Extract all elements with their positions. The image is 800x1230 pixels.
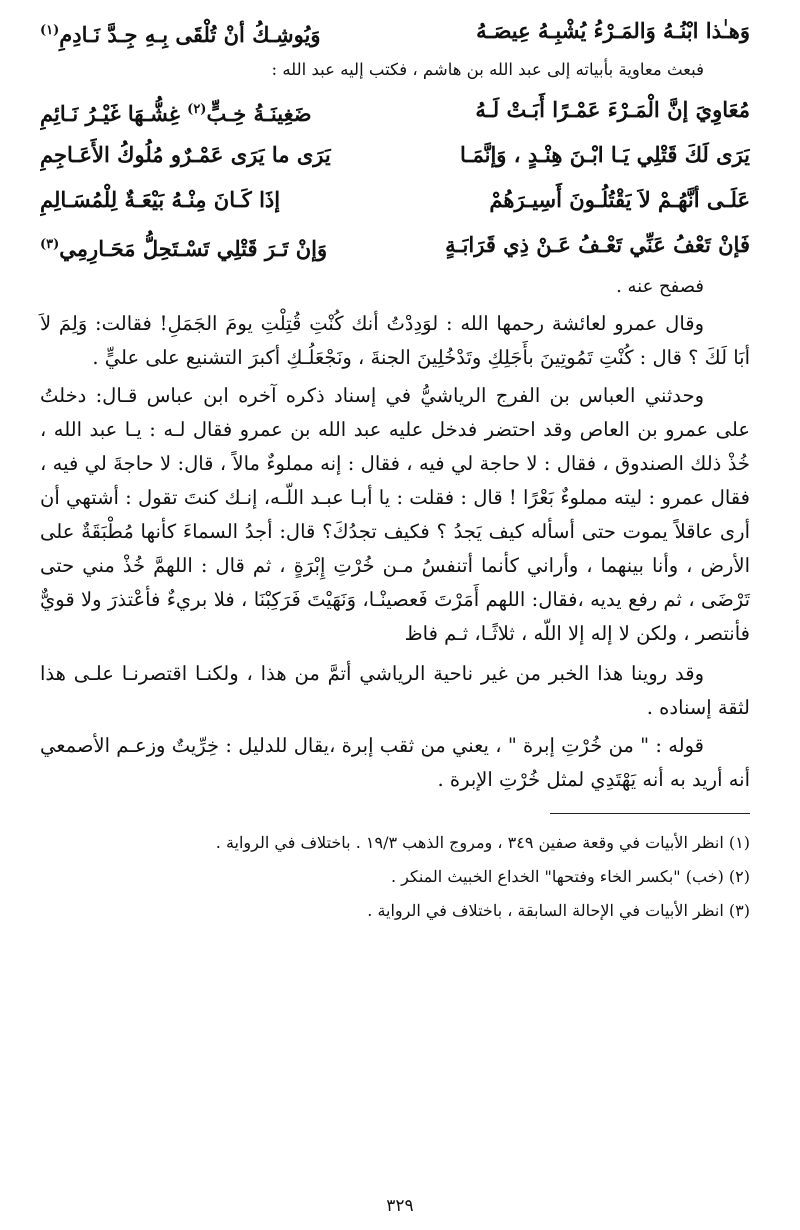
verse-second-hemistich <box>40 8 380 53</box>
verse-second-hemistich <box>40 222 380 267</box>
footnotes <box>40 826 750 928</box>
verse-first-hemistich: فَإنْ تَعْفُ عَنِّي تَعْـفُ عَـنْ ذِي قَرَابَـةٍ <box>445 232 750 257</box>
footnote-ref[interactable]: (٣) <box>40 237 60 252</box>
verse-second-hemistich <box>40 87 380 132</box>
footnote-ref[interactable]: (١) <box>40 23 60 38</box>
verse-line <box>40 87 750 132</box>
pardon-line: فصفح عنه . <box>616 276 704 297</box>
verse-line <box>40 8 750 53</box>
footnote-2: (٢) (خب) "بكسر الخاء وفتحها" الخداع الخبيث المنكر . <box>391 867 750 886</box>
hemistich-text-rest: غِشُّـهَا غَيْـرُ نَـائِمِ <box>40 101 188 126</box>
footnote-1: (١) انظر الأبيات في وقعة صفين ٣٤٩ ، ومروج الذهب ١٩/٣ . باختلاف في الرواية . <box>215 833 750 852</box>
verse-first-hemistich: وَهـٰذا ابْنُـهُ وَالمَـرْءُ يُشْبِـهُ عِيصَـهُ <box>476 18 750 43</box>
verse-first-hemistich: مُعَاوِيَ إنَّ الْمَـرْءَ عَمْـرًا أَبَـتْ لَـهُ <box>475 97 750 122</box>
verse-first-hemistich: يَرَى لَكَ قَتْلِي يَـا ابْـنَ هِنْـدٍ ، وَإنَّمَـا <box>459 142 750 167</box>
footnote-divider <box>550 813 750 814</box>
intro-line: فبعث معاوية بأبياته إلى عبد الله بن هاشم ، فكتب إليه عبد الله : <box>271 60 704 79</box>
verse-second-hemistich: يَرَى ما يَرَى عَمْـرٌو مُلُوكُ الأَعَـاجِمِ <box>40 142 331 167</box>
paragraph-death-of-amr: وحدثني العباس بن الفرج الرياشيُّ في إسناد ذكره آخره ابن عباس قـال: دخلتُ على عمرو بن العاص وقد احتضر فدخل عليه عبد الله بن عمرو فقال لـه : يـا عبد الله ، خُذْ ذلك الصندوق ، فقال : لا حاجة لي فيه ، فقال : إنه مملوءٌ مالاً ، قال: لا حاجةَ لي فيه ، فقال عمرو : ليته مملوءٌ بَعْرًا ! قال : فقلت : يا أبـا عبـد اللّـه، إنـك كنتَ تقول : أشتهي أن أرى عاقلاً يموت حتى أسأله كيف يَجدُ ؟ فكيف تجدُكَ؟ قال: أجدُ السماءَ كأنها مُطْبَقَةٌ على الأرض ، وأنا بينهما ، وأراني كأنما أتنفسُ مـن خُرْتِ إِبْرَةٍ ، ثم قال : اللهمَّ خُذْ مني حتى تَرْضَى ، ثم رفع يديه ،فقال: اللهم أَمَرْتَ فَعصينْـا، وَنَهَيْتَ فَرَكِبْنَا ، فلا بريءٌ فأعْتذرَ ولا قويٌّ فأنتصر ، ولكن لا إله إلا اللّه ، ثلاثًـا، ثـم فاظ <box>40 384 750 645</box>
verse-line <box>40 177 750 222</box>
verse-line <box>40 132 750 177</box>
footnote-ref[interactable]: (٢) <box>187 102 207 117</box>
hemistich-text: ضَغِينَـةُ خِـبٍّ <box>206 101 312 126</box>
footnote-3: (٣) انظر الأبيات في الإحالة السابقة ، باختلاف في الرواية . <box>367 901 750 920</box>
hemistich-text: وَإنْ تَـرَ قَتْلِي تَسْـتَحِلُّ مَحَـارِمِي <box>59 236 328 261</box>
paragraph-riyashi: وقد روينا هذا الخبر من غير ناحية الرياشي أتمَّ من هذا ، ولكنـا اقتصرنـا علـى هذا لثقة إسناده . <box>40 662 750 719</box>
verse-line <box>40 222 750 267</box>
page-number: ٣٢٩ <box>386 1196 414 1216</box>
verse-first-hemistich: عَلَـى أنَّهُـمْ لاَ يَقْتُلُـونَ أَسِيـرَهُمْ <box>489 187 750 212</box>
paragraph-needle: قوله : " من خُرْتِ إبرة " ، يعني من ثقب إبرة ،يقال للدليل : خِرِّيتٌ وزعـم الأصمعي أنه أريد به أنه يَهْتَدِي لمثل خُرْتِ الإبرة . <box>40 734 750 791</box>
verse-second-hemistich: إذَا كَـانَ مِنْـهُ بَيْعَـةٌ لِلْمُسَـالِمِ <box>40 187 281 212</box>
paragraph-aisha: وقال عمرو لعائشة رحمها الله : لوَدِدْتُ أنك كُنْتِ قُتِلْتِ يومَ الجَمَلِ! فقالت: وَلِمَ لاَ أبَا لَكَ ؟ قال : كُنْتِ تَمُوتِينَ بأَجَلِكِ وتَدْخُلِينَ الجنةَ ، ونَجْعَلُـكِ أكبرَ التشنيع على عليٍّ . <box>40 312 750 369</box>
hemistich-text: وَيُوشِـكُ أنْ تُلْقَى بِـهِ جِـدَّ نَـادِمِ <box>59 22 321 47</box>
